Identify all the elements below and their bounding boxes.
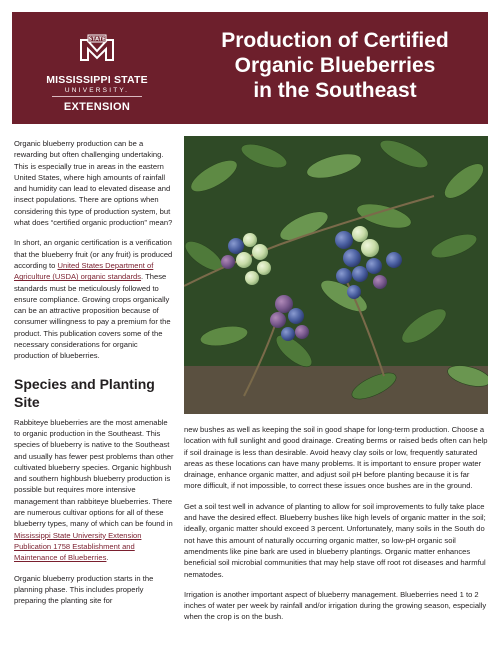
intro-p2-text-b: . These standards must be meticulously followed to ensure compliance. Growing crops organically can be an attractive proposition because of consumer willingness to pay a premium for the product. This publication covers some of the necessary considerations for organic production of blueberries. <box>14 272 171 361</box>
logo-university: UNIVERSITY. <box>64 87 130 94</box>
planting-paragraph: new bushes as well as keeping the soil in good shape for long-term production. Choose a location with full sunlight and good drainage. Creating berms or raised beds often can help if soil drainage is less than desirable. Avoid heavy clay soils or low, frequently saturated areas as these locations can have many problems. It is important to ensure proper water drainage, enhance organic matter, and adjust soil pH before planting because it is far more difficult, if not impossible, to correct these issues once bushes are in the ground. <box>184 425 488 491</box>
title-line-2: Organic Blueberries <box>234 54 436 77</box>
extension-publication-link[interactable]: Mississippi State University Extension Publication 1758 Establishment and Maintenance of Blueberries <box>14 530 142 563</box>
irrigation-paragraph: Irrigation is another important aspect of blueberry management. Blueberries need 1 to 2 inches of water per week by rainfall and/or irrigation during the growing season, especially when the crop is on the bush. <box>184 589 487 622</box>
title-line-3: in the Southeast <box>253 79 417 102</box>
soil-test-paragraph: Get a soil test well in advance of planting to allow for soil improvements to fully take place and have the desired effect. Blueberry bushes like high levels of organic matter in the soil; ideally, organic matter should exceed 3 percent. Unfortunately, many soils in the South do not have this amount of naturally occurring organic matter, so low-pH organic soil amendments like pine bark are used in blueberry plantings. Organic matter enhances beneficial soil microbial communities that may help stave off root rot diseases and harmful nematodes. <box>184 501 486 579</box>
logo-divider <box>52 96 142 97</box>
section-heading: Species and Planting Site <box>14 375 155 410</box>
species-p1-text-b: . <box>106 553 109 563</box>
blueberry-photo <box>184 136 488 414</box>
usda-organic-standards-link[interactable]: United States Department of Agriculture (USDA) organic standards <box>14 260 154 282</box>
intro-paragraph-2 <box>14 237 174 361</box>
species-paragraph-2: Organic blueberry production starts in the planning phase. This includes properly preparing the planting site for <box>14 573 154 606</box>
left-column <box>14 138 174 606</box>
msu-logo-icon <box>79 34 115 62</box>
logo-mark-text: STATE <box>88 36 106 43</box>
right-column <box>184 424 488 623</box>
page-title <box>200 28 470 103</box>
intro-paragraph-1: Organic blueberry production can be a rewarding but often challenging undertaking. This is especially true in areas in the eastern United States, where high amounts of rainfall and humidity can lead to elevated disease and insect populations. There are options when considering this type of production system, but what does “certified organic production” mean? <box>14 139 173 228</box>
species-paragraph-1 <box>14 417 174 564</box>
species-p1-text-a: Rabbiteye blueberries are the most amenable to organic production in the Southeast. This species of blueberry is native to the Southeast and usually has fewer pest problems than other cultivated blueberry species. Organic highbush and southern highbush blueberry production is possible but requires more intensive management than rabbiteye blueberries. There are numerous cultivar options for all of these blueberry types, many of which can be found in <box>14 417 174 529</box>
title-line-1: Production of Certified <box>221 29 449 52</box>
logo-name: MISSISSIPPI STATE <box>46 74 148 86</box>
intro-p2-text-a: In short, an organic certification is a verification that the blueberry fruit (or any fruit) is produced according to <box>14 238 173 270</box>
extension-logo <box>12 12 182 124</box>
header-banner <box>12 12 488 124</box>
logo-extension: EXTENSION <box>63 101 131 113</box>
